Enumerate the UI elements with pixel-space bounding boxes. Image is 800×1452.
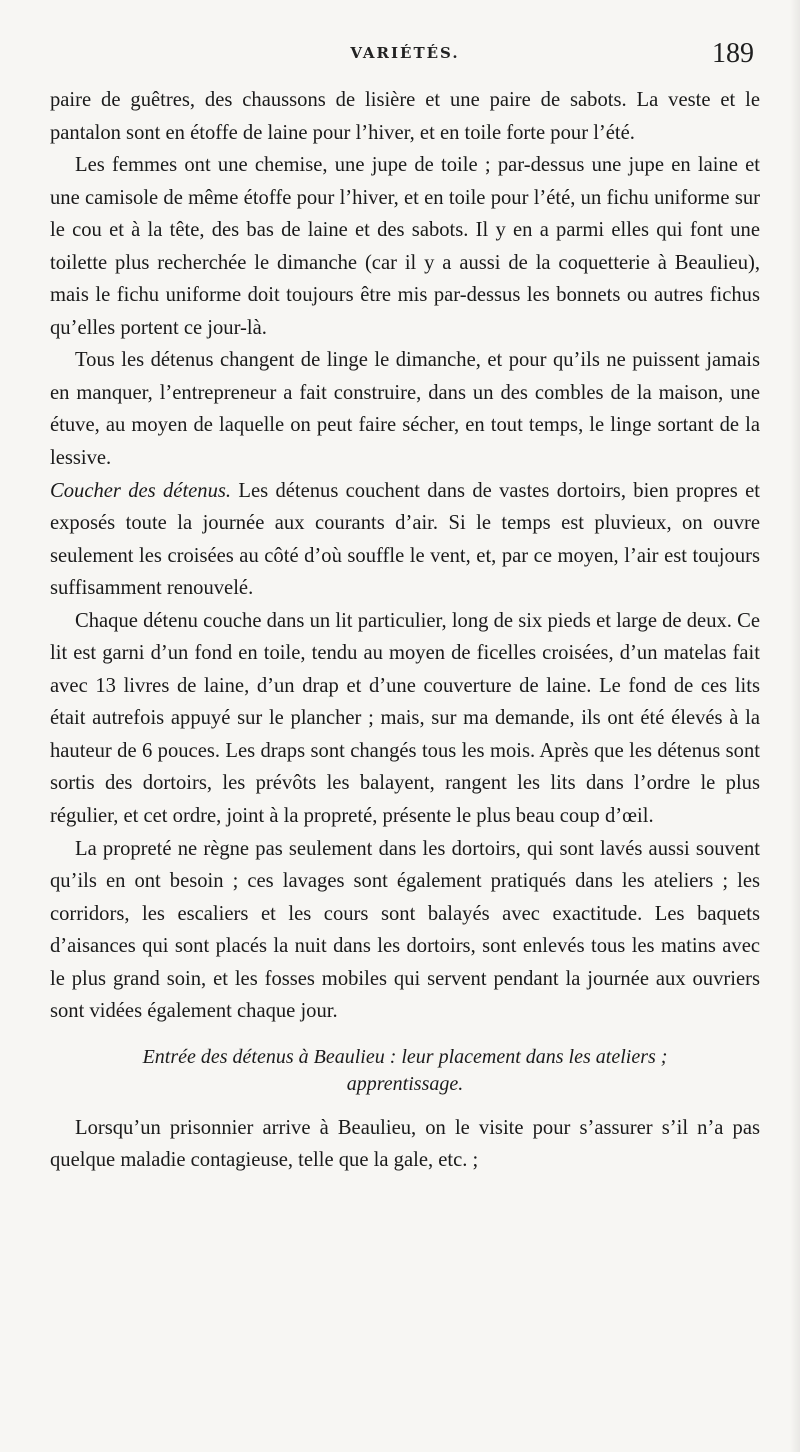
section-heading-line2: apprentissage. [346,1072,464,1095]
paragraph-arrival: Lorsqu’un prisonnier arrive à Beaulieu, on le visite pour s’assurer s’il n’a pas quelque maladie contagieuse, telle que la gale, etc. ; [50,1116,760,1172]
page-number: 189 [712,38,754,69]
paragraph-clothing-women: Les femmes ont une chemise, une jupe de toile ; par-dessus une jupe en laine et une camisole de même étoffe pour l’hiver, et en toile pour l’été, un fichu uniforme sur le cou et à la tête, des bas de laine et des sabots. Il y en a parmi elles qui font une toilette plus recherchée le dimanche (car il y a aussi de la coquetterie à Beaulieu), mais le fichu uniforme doit toujours être mis par-dessus les bonnets ou autres fichus qu’elles portent ce jour-là. [50,154,760,339]
paragraph-clothing-men: paire de guêtres, des chaussons de lisière et une paire de sabots. La veste et le pantalon sont en étoffe de laine pour l’hiver, et en toile forte pour l’été. [50,89,760,144]
page-edge-shadow [790,0,800,1452]
paragraph-linen: Tous les détenus changent de linge le dimanche, et pour qu’ils ne puissent jamais en manquer, l’entrepreneur a fait construire, dans un des combles de la maison, une étuve, au moyen de laquelle on peut faire sécher, en tout temps, le linge sortant de la lessive. [50,349,760,470]
page-header [48,38,762,78]
section-heading [50,1044,760,1098]
paragraph-sleeping [50,475,760,605]
running-head: VARIÉTÉS. [350,44,460,62]
section-heading-line1: Entrée des détenus à Beaulieu : leur placement dans les ateliers ; [142,1045,668,1068]
runin-heading: Coucher des détenus. [50,479,232,502]
paragraph-beds: Chaque détenu couche dans un lit particulier, long de six pieds et large de deux. Ce lit est garni d’un fond en toile, tendu au moyen de ficelles croisées, d’un matelas fait avec 13 livres de laine, d’un drap et d’une couverture de laine. Le fond de ces lits était autrefois appuyé sur le plancher ; mais, sur ma demande, ils ont été élevés à la hauteur de 6 pouces. Les draps sont changés tous les mois. Après que les détenus sont sortis des dortoirs, les prévôts les balayent, rangent les lits dans l’ordre le plus régulier, et cet ordre, joint à la propreté, présente le plus beau coup d’œil. [50,609,760,828]
body-text [50,84,760,1177]
paragraph-cleanliness: La propreté ne règne pas seulement dans les dortoirs, qui sont lavés aussi souvent qu’ils en ont besoin ; ces lavages sont également pratiqués dans les ateliers ; les corridors, les escaliers et les cours sont balayés avec exactitude. Les baquets d’aisances qui sont placés la nuit dans les dortoirs, sont enlevés tous les matins avec le plus grand soin, et les fosses mobiles qui servent pendant la journée aux ouvriers sont vidées également chaque jour. [50,837,760,1023]
paragraph-sleeping-text: Les détenus couchent dans de vastes dortoirs, bien propres et exposés toute la journée aux courants d’air. Si le temps est pluvieux, on ouvre seulement les croisées au côté d’où souffle le vent, et, par ce moyen, l’air est toujours suffisamment renouvelé. [50,479,760,600]
